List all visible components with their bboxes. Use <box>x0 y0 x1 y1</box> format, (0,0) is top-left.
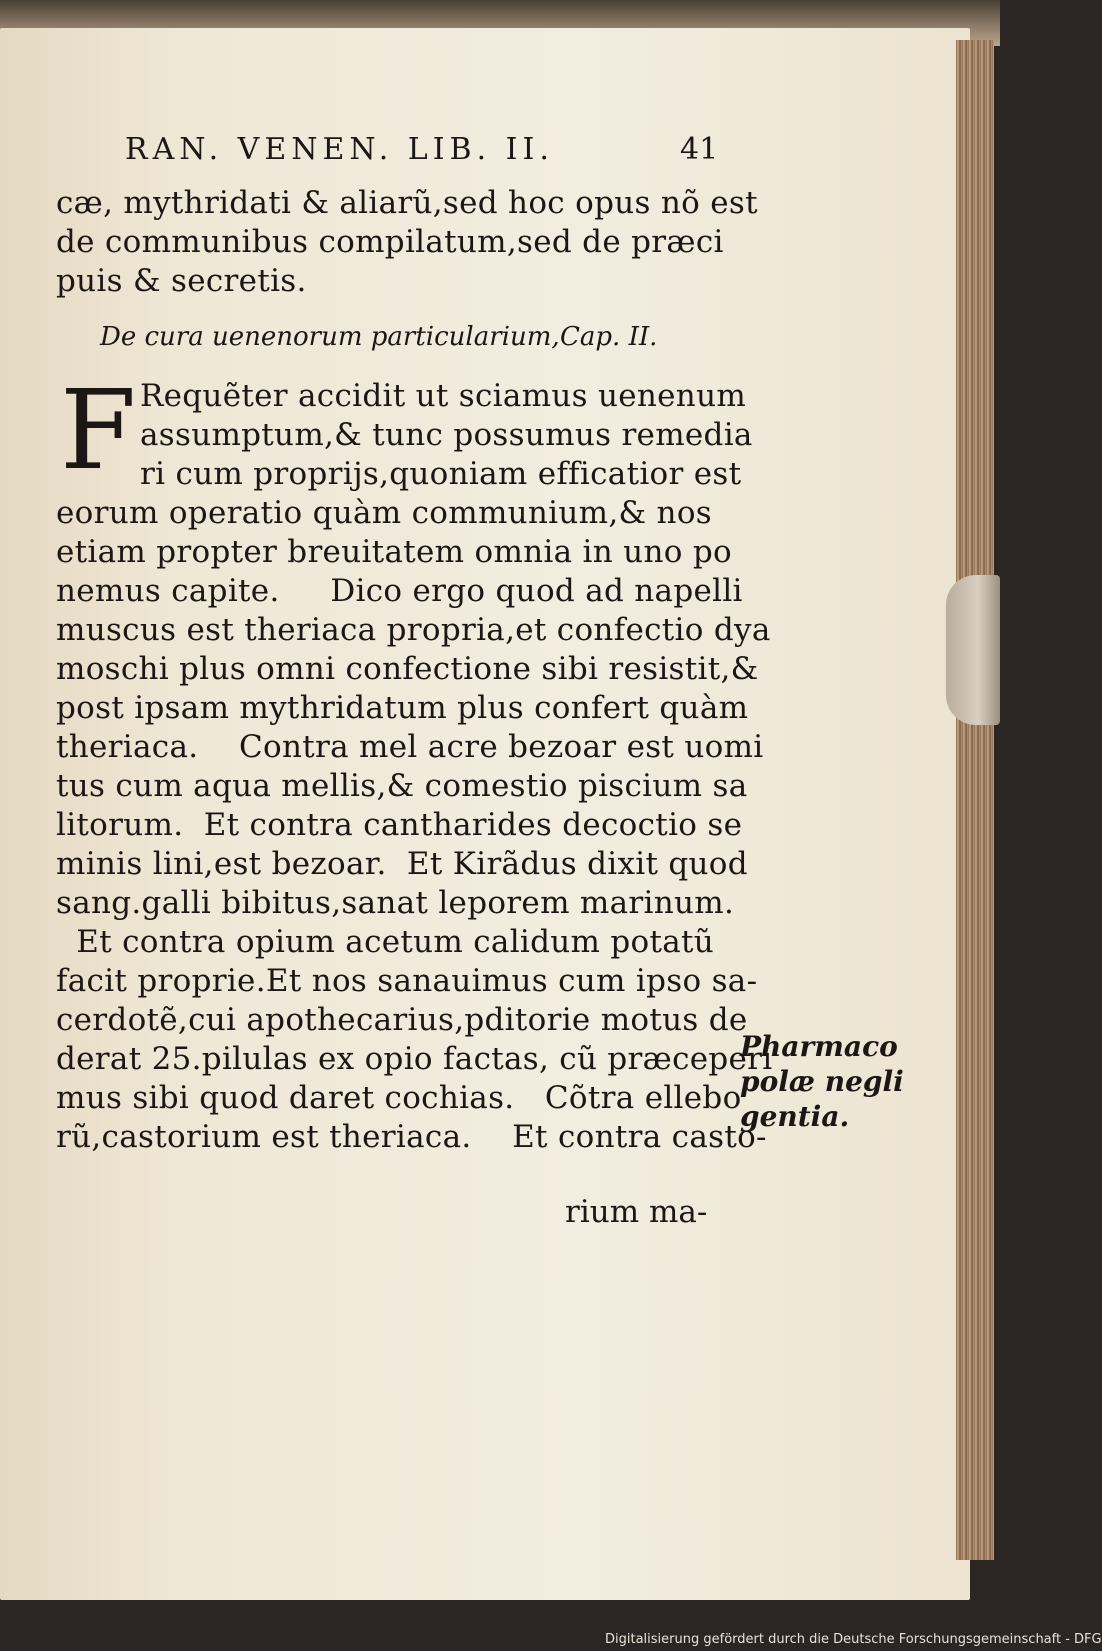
catchword: rium ma- <box>565 1194 708 1230</box>
text-line: assumptum,& tunc possumus remedia <box>140 417 753 453</box>
text-line: nemus capite. Dico ergo quod ad napelli <box>56 573 743 609</box>
text-line: moschi plus omni confectione sibi resistit,& <box>56 651 759 687</box>
chapter-number: Cap. II. <box>560 322 658 352</box>
text-line: theriaca. Contra mel acre bezoar est uomi <box>56 729 764 765</box>
marginal-note-line: Pharmaco <box>740 1030 898 1063</box>
chapter-heading: De cura uenenorum particularium, <box>100 322 560 352</box>
opening-line: cæ, mythridati & aliarũ,sed hoc opus nõ est <box>56 185 758 221</box>
text-line: mus sibi quod daret cochias. Cõtra ellebo <box>56 1080 742 1116</box>
bookmark-tab <box>946 575 1000 725</box>
text-line: derat 25.pilulas ex opio factas, cũ præceperi <box>56 1041 773 1077</box>
text-line: Et contra opium acetum calidum potatũ <box>56 924 715 960</box>
drop-cap-initial: F <box>60 366 137 494</box>
text-line: rũ,castorium est theriaca. Et contra casto- <box>56 1119 767 1155</box>
page-edges <box>956 40 994 1560</box>
text-line: etiam propter breuitatem omnia in uno po <box>56 534 732 570</box>
text-line: ri cum proprijs,quoniam efficatior est <box>140 456 742 492</box>
text-line: minis lini,est bezoar. Et Kirãdus dixit quod <box>56 846 748 882</box>
opening-line: puis & secretis. <box>56 263 307 299</box>
text-line: facit proprie.Et nos sanauimus cum ipso sa- <box>56 963 758 999</box>
text-line: sang.galli bibitus,sanat leporem marinum. <box>56 885 735 921</box>
digitization-footer: Digitalisierung gefördert durch die Deutsche Forschungsgemeinschaft - DFG <box>605 1632 1102 1647</box>
text-line: eorum operatio quàm communium,& nos <box>56 495 712 531</box>
text-line: tus cum aqua mellis,& comestio piscium sa <box>56 768 748 804</box>
text-line: post ipsam mythridatum plus confert quàm <box>56 690 749 726</box>
text-line: cerdotẽ,cui apothecarius,pditorie motus de <box>56 1002 748 1038</box>
text-line: muscus est theriaca propria,et confectio dya <box>56 612 771 648</box>
text-line: Requẽter accidit ut sciamus uenenum <box>140 378 747 414</box>
marginal-note-line: gentia. <box>740 1100 850 1133</box>
opening-line: de communibus compilatum,sed de præci <box>56 224 724 260</box>
marginal-note-line: polæ negli <box>740 1065 904 1098</box>
text-line: litorum. Et contra cantharides decoctio se <box>56 807 743 843</box>
running-header: RAN. VENEN. LIB. II. <box>125 132 554 167</box>
folio-number: 41 <box>680 132 719 167</box>
